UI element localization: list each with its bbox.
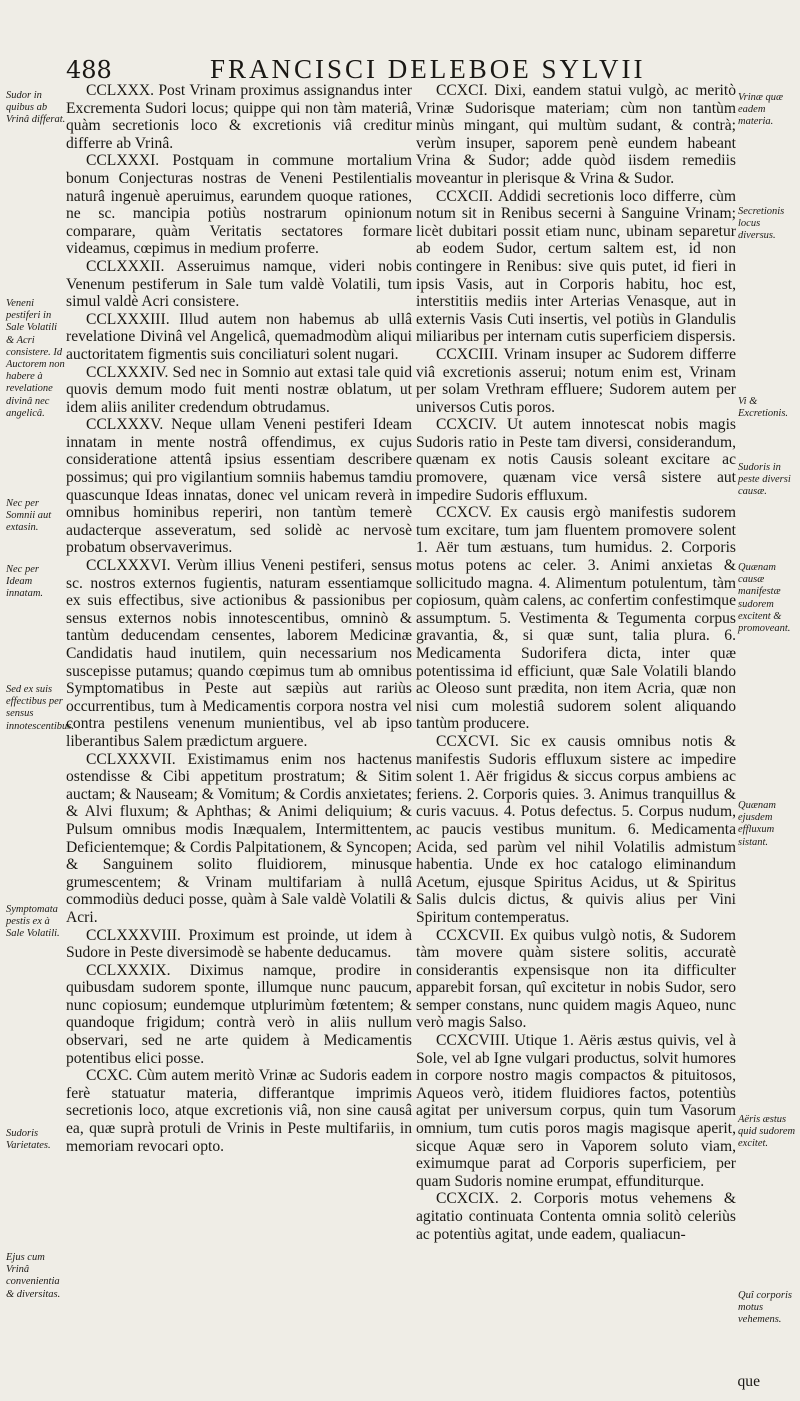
paragraph-ccxciii: CCXCIII. Vrinam insuper ac Sudorem differre viâ excretionis asserui; notum enim est, Vrinam per solam Vrethram effluere; Sudorem autem per universos Cutis poros. xyxy=(416,345,736,416)
paragraph-ccxciv: CCXCIV. Ut autem innotescat nobis magis Sudoris ratio in Peste tam diversi, considerandum, quænam ex notis Causis soleant excitare ac promovere, quænam vice versâ sistere aut impedire Sudoris effluxum. xyxy=(416,416,736,504)
sidenote-left: Sudor in quibus ab Vrinâ differat. xyxy=(6,90,66,126)
paragraph-ccxci: CCXCI. Dixi, eandem statui vulgò, ac meritò Vrinæ Sudorisque materiam; cùm non tantùm minùs mingant, qui multùm sudant, & contrà; verùm insuper, saporem penè eundem habeant Vrina & Sudor; adde quòd iisdem remediis moveantur in plerisque & Vrina & Sudor. xyxy=(416,82,736,187)
paragraph-cclxxx: CCLXXX. Post Vrinam proximus assignandus inter Excrementa Sudori locus; quippe qui non tàm materiâ, quàm secretionis loco & excretionis viâ creditur differre ab Vrinâ. xyxy=(66,82,412,152)
sidenote-left: Sed ex suis effectibus per sensus innotescentibus. xyxy=(6,684,74,732)
paragraph-cclxxxiv: CCLXXXIV. Sed nec in Somnio aut extasi tale quid quovis demum modo fuit menti nostræ oblatum, ut idem aliis aniliter credendum obtrudamus. xyxy=(66,363,412,416)
paragraph-cclxxxv: CCLXXXV. Neque ullam Veneni pestiferi Ideam innatam in mente nostrâ offendimus, ex cujus consideratione attentâ ipsius essentiam describere possimus; qui pro vigilantium somniis habemus tamdiu quascunque Ideas innatas, donec vel unicam reverà in omnibus hominibus reperiri, non tantùm temerè audacterque asseveratum, sed solidè ac nervosè probatum observaverimus. xyxy=(66,416,412,557)
paragraph-cclxxxviii: CCLXXXVIII. Proximum est proinde, ut idem à Sudore in Peste diversimodè se habente deducamus. xyxy=(66,926,412,962)
paragraph-cclxxxii: CCLXXXII. Asseruimus namque, videri nobis Venenum pestiferum in Sale tum valdè Volatili, tum simul valdè Acri consistere. xyxy=(66,257,412,311)
sidenote-right: Vrinæ quæ eadem materia. xyxy=(738,92,784,128)
paragraph-cclxxxi: CCLXXXI. Postquam in commune mortalium bonum Conjecturas nostras de Veneni Pestilentialis naturâ ingenuè aperuimus, earundem quoque rationes, ne sc. mancipia potiùs nostrarum opinionum comparare, quàm Veritatis sectatores formare videamus, cœpimus in medium proferre. xyxy=(66,152,412,258)
sidenote-left: Nec per Somnii aut extasin. xyxy=(6,498,52,534)
page-number: 488 xyxy=(66,56,112,84)
sidenote-right: Aëris æstus quid sudorem excitet. xyxy=(738,1114,796,1150)
paragraph-ccxcvii: CCXCVII. Ex quibus vulgò notis, & Sudorem tàm movere quàm sistere solitis, accuratè considerantis expensisque non ita difficulter apparebit forsan, quî excitetur in nobis Sudor, sero semper constans, nunc quidem magis Aqueo, nunc verò magis Salso. xyxy=(416,926,736,1032)
running-title: FRANCISCI DELEBOE SYLVII xyxy=(210,54,646,84)
paragraph-ccxcviii: CCXCVIII. Utique 1. Aëris æstus quivis, vel à Sole, vel ab Igne vulgari productus, solvit humores in corpore nostro magis compactos & pituitosos, Aqueos verò, itidem fluidiores factos, potentiùs agitat per universum corpus, quin tum Vasorum omnium, tum cutis poros magis magisque aperit, sicque Aquæ sero in Vaporem soluto viam, eximumque parat ad Corporis superficiem, per quam Sudoris nomine erumpat, effunditurque. xyxy=(416,1032,736,1190)
sidenote-left: Nec per Ideam innatam. xyxy=(6,564,44,600)
sidenote-left: Symptomata pestis ex à Sale Volatili. xyxy=(6,904,60,940)
sidenote-left: Veneni pestiferi in Sale Volatili & Acri consistere. Id Auctorem non habere à revelatione divinâ nec angelicâ. xyxy=(6,298,65,419)
paragraph-ccxcv: CCXCV. Ex causis ergò manifestis sudorem tum excitare, tum jam fluentem promovere solent 1. Aër tum æstuans, tum humidus. 2. Corporis motus potens ac celer. 3. Animi anxietas & sollicitudo magna. 4. Alimentum potulentum, tàm copiosum, quàm calens, ac confertim confestimque assumptum. 5. Vestimenta & Tegumenta corpus gravantia, &, si quæ sunt, talia plura. 6. Medicamenta Sudorifera dicta, inter quæ potentissima id efficiunt, quæ Sale Volatili blando ac Oleoso sunt prædita, non item Acria, quæ non nisi cum molestiâ sudorem solent aliquando tantùm producere. xyxy=(416,504,736,733)
paragraph-ccxcii: CCXCII. Addidi secretionis loco differre, cùm notum sit in Renibus secerni à Sanguine Vrinam; licèt dubitari possit etiam nunc, ubinam separetur ab eodem Sudor, certum saltem est, id non contingere in Renibus: sive quis putet, id fieri in ipsis Vasis, aut in Corporis habitu, hoc est, interstitiis mediis inter Arterias Venasque, aut in externis Vasis Cuti insertis, vel potiùs in Glandulis miliaribus per internam cutis superficiem dispersis. xyxy=(416,187,736,346)
paragraph-ccxc: CCXC. Cùm autem meritò Vrinæ ac Sudoris eadem ferè statuatur materia, differantque imprimis secretionis loco, atque excretionis viâ, non sine causâ ea, quæ suprà protuli de Vrinis in Peste multifariis, in memoriam revocari opto. xyxy=(66,1067,412,1155)
left-text-column xyxy=(66,82,412,1155)
sidenote-right: Secretionis locus diversus. xyxy=(738,206,785,242)
paragraph-cclxxxvii: CCLXXXVII. Existimamus enim nos hactenus ostendisse & Cibi appetitum prostratum; & Sitim auctam; & Nauseam; & Vomitum; & Cordis anxietates; & Alvi fluxum; & Aphthas; & Animi deliquium; & Pulsum omnibus modis Inæqualem, Intermittentem, Deficientemque; & Cordis Palpitationem, & Syncopen; & Sanguinem solito fluidiorem, minusque grumescentem; & Vrinam multifariam à nullâ commodiùs deduci posse, quàm à Sale valdè Volatili & Acri. xyxy=(66,750,412,926)
sidenote-right: Quî corporis motus vehemens. xyxy=(738,1290,792,1326)
sidenote-left: Sudoris Varietates. xyxy=(6,1128,51,1152)
paragraph-cclxxxvi: CCLXXXVI. Verùm illius Veneni pestiferi, sensus sc. nostros externos fugientis, naturam essentiamque ex suis effectibus, sive actionibus & passionibus per sensus externos nobis innotescentibus, omninò & tantùm deducendam censentes, laborem Medicinæ Candidatis haud inutilem, quin necessarium nos suscepisse putamus; quando cœpimus tum ab omnibus Symptomatibus in Peste aut sæpiùs aut rariùs occurrentibus, tum à Medicamentis corpora nostra vel contra pestilens venenum munientibus, vel ab ipso liberantibus Salem prædictum arguere. xyxy=(66,557,412,750)
sidenote-left: Ejus cum Vrinâ convenientia & diversitas. xyxy=(6,1252,61,1300)
paragraph-cclxxxix: CCLXXXIX. Diximus namque, prodire in quibusdam sudorem sponte, illumque nunc paucum, nunc copiosum; eundemque utplurimùm fœtentem; & quandoque frigidum; contrà verò in aliis nullum observari, sed ne arte quidem à Medicamentis potentibus elici posse. xyxy=(66,961,412,1067)
sidenote-right: Quænam causæ manifestæ sudorem excitent & promoveant. xyxy=(738,562,791,635)
sidenote-right: Quænam ejusdem effluxum sistant. xyxy=(738,800,776,848)
sidenote-right: Sudoris in peste diversi causæ. xyxy=(738,462,791,498)
sidenote-right: Vi & Excretionis. xyxy=(738,396,789,420)
catchword: que xyxy=(737,1373,760,1390)
paragraph-ccxcix: CCXCIX. 2. Corporis motus vehemens & agitatio continuata Contenta omnia solitò celeriùs ac potentiùs agitat, unde eadem, qualiacun- xyxy=(416,1190,736,1243)
right-text-column xyxy=(416,82,736,1243)
paragraph-ccxcvi: CCXCVI. Sic ex causis omnibus notis & manifestis Sudoris effluxum sistere ac impedire solent 1. Aër frigidus & siccus corpus ambiens ac feriens. 2. Corporis quies. 3. Animus tranquillus & curis vacuus. 4. Potus defectus. 5. Corpus nudum, ac paucis vestibus munitum. 6. Medicamenta Acida, sed parùm vel nihil Volatilis admistum habentia. Unde ex hoc catalogo eliminandum Acetum, ejusque Spiritus Acidus, ut & Spiritus Salis dulcis dictus, & quivis alius per Vini Spiritum contemperatus. xyxy=(416,732,736,926)
paragraph-cclxxxiii: CCLXXXIII. Illud autem non habemus ab ullâ revelatione Divinâ vel Angelicâ, quemadmodùm aliqui auctoritatem figmentis suis conciliaturi solent nugari. xyxy=(66,310,412,363)
